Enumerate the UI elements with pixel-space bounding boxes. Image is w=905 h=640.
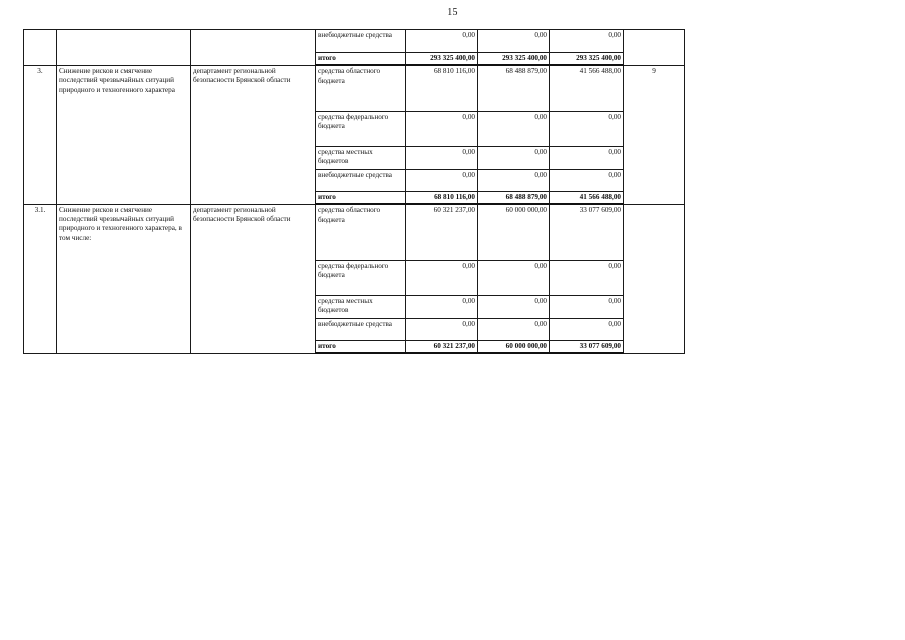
activity-name-cell: Снижение рисков и смягчение последствий чрезвычайных ситуаций природного и техногенного характера bbox=[57, 65, 191, 204]
total-amount-cell: 293 325 400,00 bbox=[478, 53, 550, 66]
amount-cell: 0,00 bbox=[406, 111, 478, 146]
executor-cell: департамент региональной безопасности Брянской области bbox=[191, 65, 316, 204]
table-row bbox=[24, 30, 685, 53]
executor-cell bbox=[191, 30, 316, 66]
amount-cell: 33 077 609,00 bbox=[550, 204, 624, 260]
row-number-cell: 3.1. bbox=[24, 204, 57, 353]
amount-cell: 0,00 bbox=[478, 111, 550, 146]
indicator-cell bbox=[624, 204, 685, 353]
amount-cell: 0,00 bbox=[550, 295, 624, 318]
funding-source-cell: средства федерального бюджета bbox=[316, 260, 406, 295]
amount-cell: 0,00 bbox=[550, 111, 624, 146]
amount-cell: 0,00 bbox=[550, 260, 624, 295]
amount-cell: 0,00 bbox=[406, 30, 478, 53]
funding-source-cell: средства областного бюджета bbox=[316, 65, 406, 111]
funding-source-cell: средства федерального бюджета bbox=[316, 111, 406, 146]
amount-cell: 0,00 bbox=[550, 318, 624, 340]
amount-cell: 0,00 bbox=[406, 295, 478, 318]
amount-cell: 68 810 116,00 bbox=[406, 65, 478, 111]
amount-cell: 60 321 237,00 bbox=[406, 204, 478, 260]
amount-cell: 0,00 bbox=[550, 146, 624, 169]
funding-source-cell: итого bbox=[316, 53, 406, 66]
funding-source-cell: внебюджетные средства bbox=[316, 169, 406, 191]
row-number-cell: 3. bbox=[24, 65, 57, 204]
funding-source-cell: итого bbox=[316, 340, 406, 353]
funding-source-cell: средства местных бюджетов bbox=[316, 146, 406, 169]
indicator-cell bbox=[624, 30, 685, 66]
executor-cell: департамент региональной безопасности Брянской области bbox=[191, 204, 316, 353]
funding-source-cell: средства областного бюджета bbox=[316, 204, 406, 260]
budget-table bbox=[23, 29, 685, 354]
page-number: 15 bbox=[447, 7, 458, 18]
total-amount-cell: 293 325 400,00 bbox=[550, 53, 624, 66]
amount-cell: 0,00 bbox=[478, 169, 550, 191]
amount-cell: 0,00 bbox=[550, 30, 624, 53]
total-amount-cell: 41 566 488,00 bbox=[550, 191, 624, 204]
amount-cell: 0,00 bbox=[406, 169, 478, 191]
amount-cell: 0,00 bbox=[478, 295, 550, 318]
table-row bbox=[24, 204, 685, 260]
activity-name-cell bbox=[57, 30, 191, 66]
total-amount-cell: 60 000 000,00 bbox=[478, 340, 550, 353]
amount-cell: 60 000 000,00 bbox=[478, 204, 550, 260]
amount-cell: 0,00 bbox=[478, 318, 550, 340]
total-amount-cell: 293 325 400,00 bbox=[406, 53, 478, 66]
funding-source-cell: средства местных бюджетов bbox=[316, 295, 406, 318]
amount-cell: 41 566 488,00 bbox=[550, 65, 624, 111]
total-amount-cell: 60 321 237,00 bbox=[406, 340, 478, 353]
amount-cell: 0,00 bbox=[478, 146, 550, 169]
total-amount-cell: 68 488 879,00 bbox=[478, 191, 550, 204]
total-amount-cell: 33 077 609,00 bbox=[550, 340, 624, 353]
amount-cell: 0,00 bbox=[406, 318, 478, 340]
funding-source-cell: итого bbox=[316, 191, 406, 204]
funding-source-cell: внебюджетные средства bbox=[316, 318, 406, 340]
activity-name-cell: Снижение рисков и смягчение последствий чрезвычайных ситуаций природного и техногенного характера, в том числе: bbox=[57, 204, 191, 353]
amount-cell: 0,00 bbox=[478, 30, 550, 53]
amount-cell: 0,00 bbox=[550, 169, 624, 191]
total-amount-cell: 68 810 116,00 bbox=[406, 191, 478, 204]
indicator-cell: 9 bbox=[624, 65, 685, 204]
amount-cell: 0,00 bbox=[478, 260, 550, 295]
row-number-cell bbox=[24, 30, 57, 66]
amount-cell: 0,00 bbox=[406, 260, 478, 295]
amount-cell: 0,00 bbox=[406, 146, 478, 169]
amount-cell: 68 488 879,00 bbox=[478, 65, 550, 111]
table-row bbox=[24, 65, 685, 111]
funding-source-cell: внебюджетные средства bbox=[316, 30, 406, 53]
